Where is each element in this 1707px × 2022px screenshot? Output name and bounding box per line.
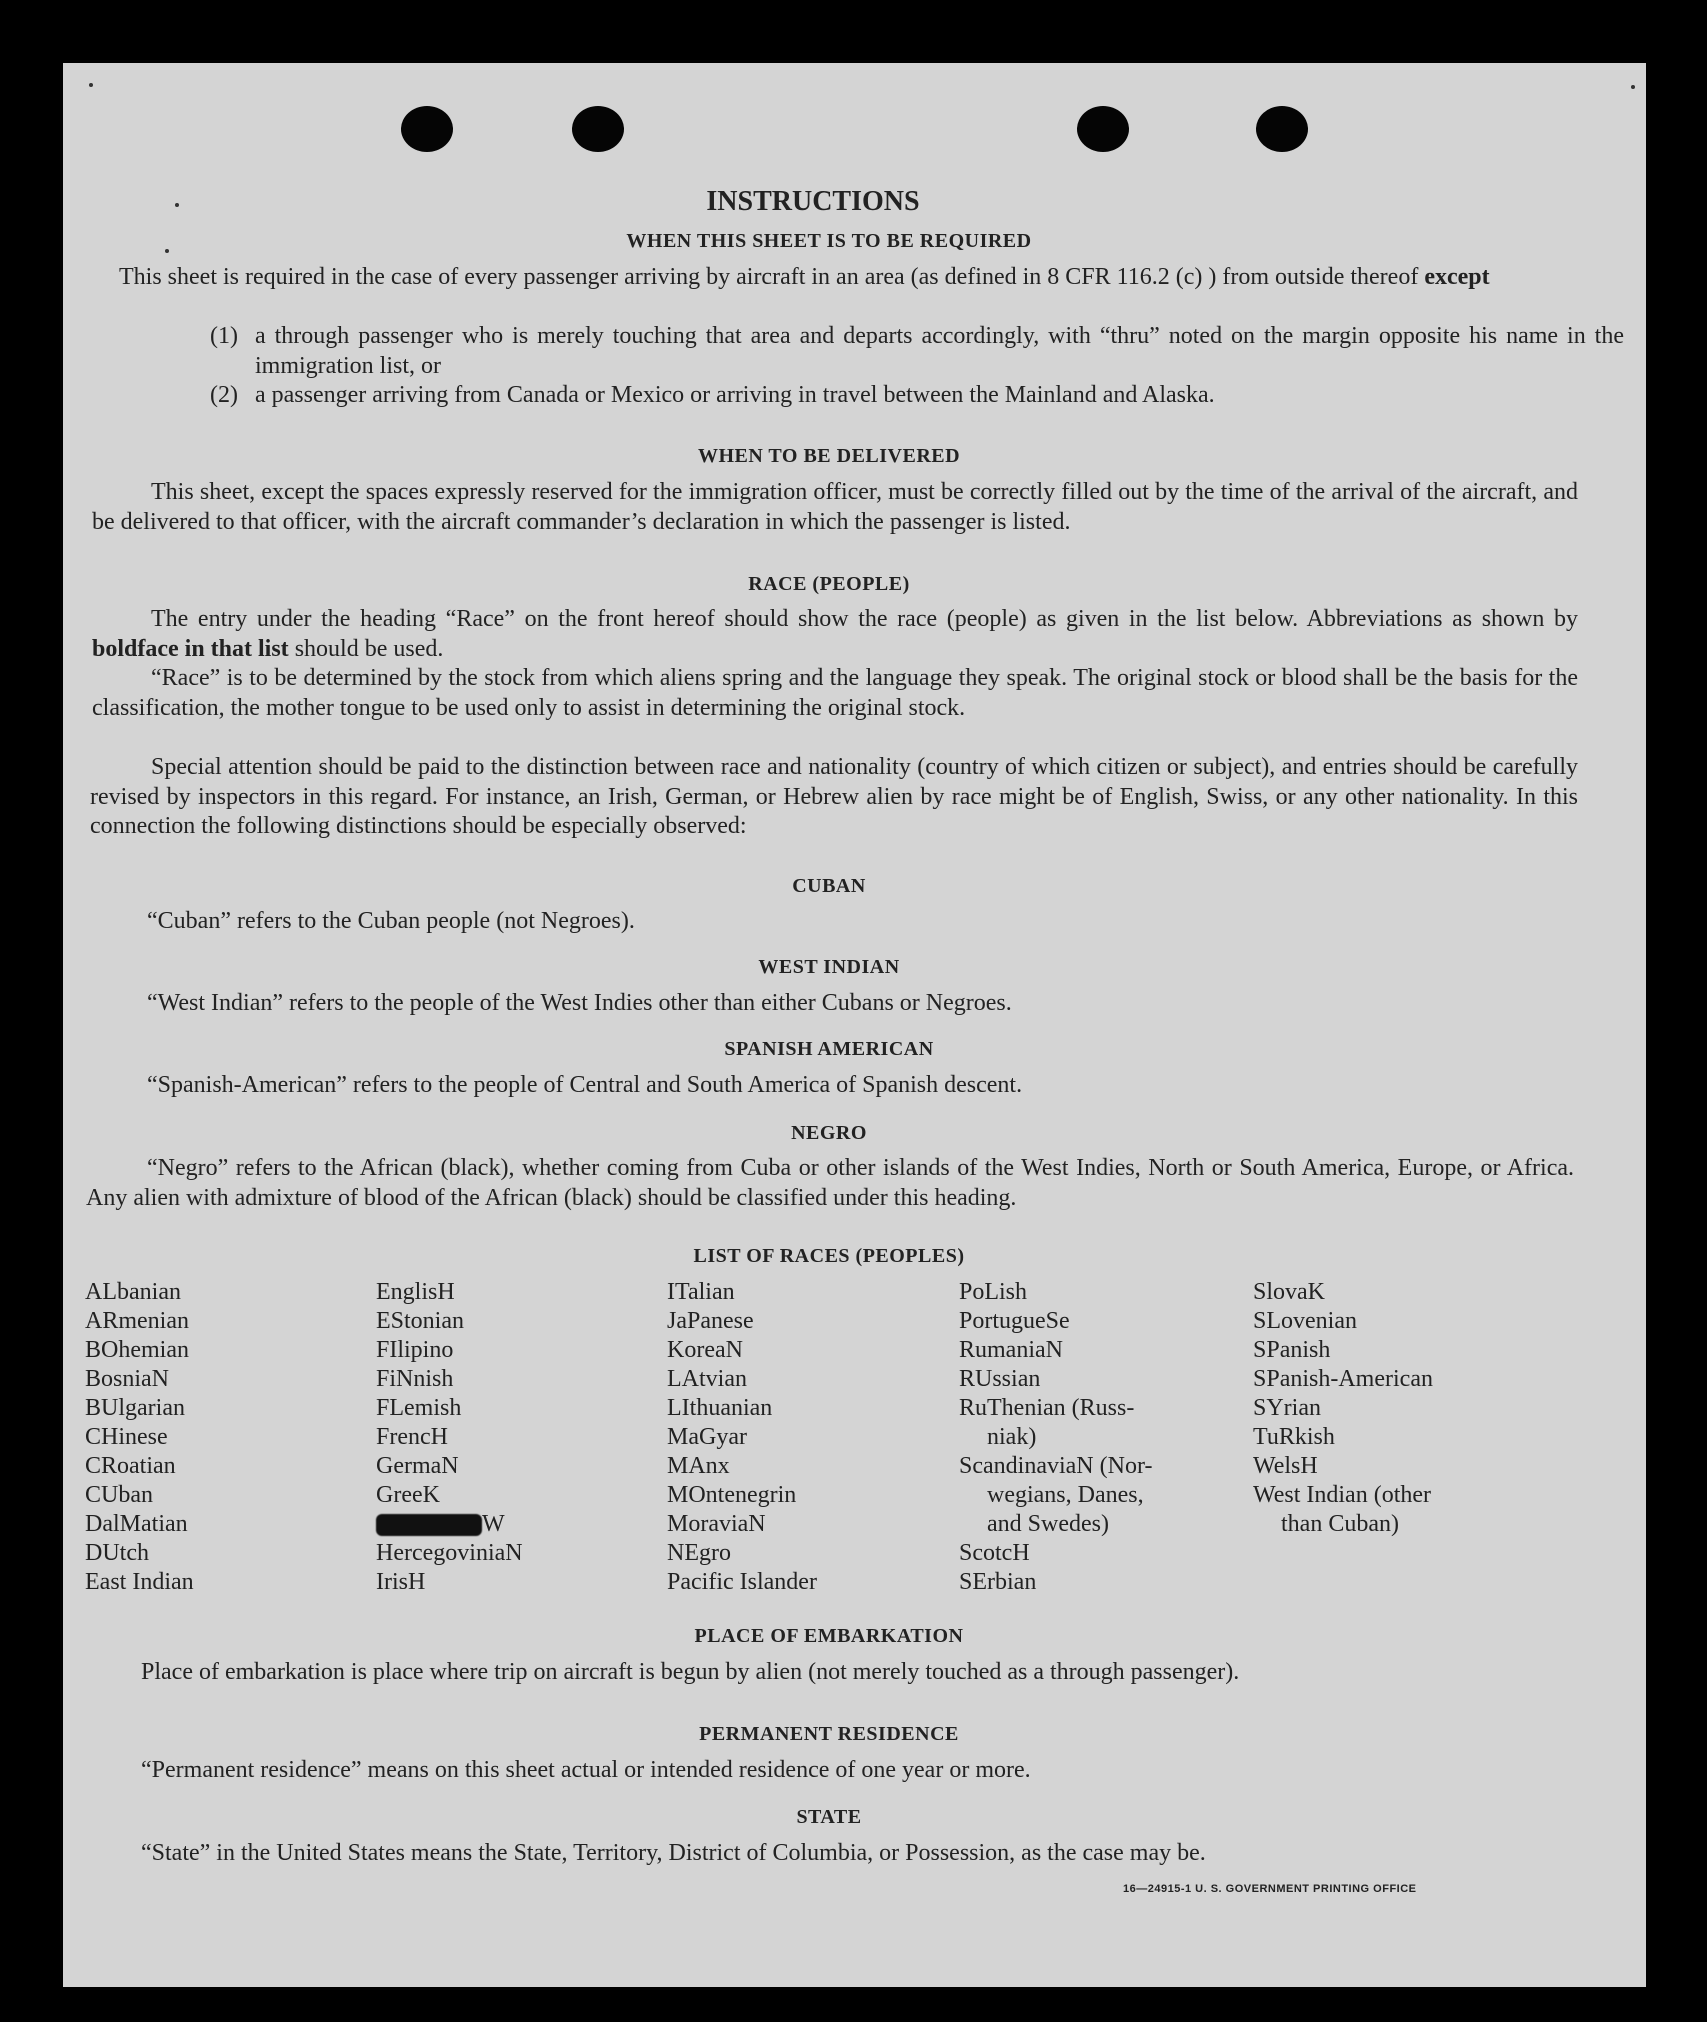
race-item: SlovaK — [1253, 1279, 1325, 1305]
race-item: ALbanian — [85, 1279, 181, 1305]
exception-item-1: (1) a through passenger who is merely touching that area and departs accordingly, with “thru” noted on the margin opposite his name in the immigration list, or — [210, 323, 1624, 379]
race-item: PortugueSe — [959, 1308, 1070, 1334]
section-heading: CUBAN — [792, 875, 866, 897]
cuban-text: “Cuban” refers to the Cuban people (not Negroes). — [147, 908, 635, 934]
race-item: LAtvian — [667, 1366, 747, 1392]
race-paragraph-3: Special attention should be paid to the distinction between race and nationality (country of which citizen or subject), and entries should be carefully revised by inspectors in this regard. For instance, an Irish, German, or Hebrew alien by race might be of English, Swiss, or any other nationality. In this connection the following distinctions should be especially observed: — [90, 754, 1578, 839]
race-item: RUssian — [959, 1366, 1041, 1392]
race-item: MoraviaN — [667, 1511, 766, 1537]
race-item: East Indian — [85, 1569, 194, 1595]
race-item: GermaN — [376, 1453, 459, 1479]
race-item: LIthuanian — [667, 1395, 773, 1421]
race-item: BOhemian — [85, 1337, 189, 1363]
race-column-5 — [1253, 1278, 1513, 1539]
race-item: ScotcH — [959, 1540, 1030, 1566]
race-item-continued: wegians, Danes, — [987, 1482, 1144, 1508]
document-page — [63, 63, 1646, 1987]
section-heading: PLACE OF EMBARKATION — [694, 1625, 964, 1647]
race-item: PoLish — [959, 1279, 1028, 1305]
race-item: SErbian — [959, 1569, 1037, 1595]
race-item: RumaniaN — [959, 1337, 1063, 1363]
race-item: FrencH — [376, 1424, 448, 1450]
race-item: MOntenegrin — [667, 1482, 797, 1508]
race-item: KoreaN — [667, 1337, 743, 1363]
race-item: MaGyar — [667, 1424, 747, 1450]
race-item: TuRkish — [1253, 1424, 1335, 1450]
redaction-mark — [376, 1514, 482, 1536]
west-indian-text: “West Indian” refers to the people of the West Indies other than either Cubans or Negroes. — [147, 990, 1012, 1016]
race-item: CRoatian — [85, 1453, 176, 1479]
section-heading: LIST OF RACES (PEOPLES) — [693, 1245, 965, 1267]
race-item: DalMatian — [85, 1511, 188, 1537]
race-item: CUban — [85, 1482, 153, 1508]
race-item: RuThenian (Russ- — [959, 1395, 1135, 1421]
race-column-1 — [85, 1278, 345, 1597]
race-item: EnglisH — [376, 1279, 455, 1305]
race-item: SPanish — [1253, 1337, 1331, 1363]
section-heading: NEGRO — [791, 1122, 867, 1144]
race-item: DUtch — [85, 1540, 149, 1566]
punch-hole — [1077, 106, 1129, 152]
section-heading: STATE — [796, 1806, 862, 1828]
race-item: ScandinaviaN (Nor- — [959, 1453, 1153, 1479]
race-column-4 — [959, 1278, 1219, 1597]
race-item: BosniaN — [85, 1366, 169, 1392]
race-item: WelsH — [1253, 1453, 1318, 1479]
required-intro: This sheet is required in the case of every passenger arriving by aircraft in an area (as defined in 8 CFR 116.2 (c) ) from outside thereof except — [119, 264, 1490, 290]
race-paragraph-1: The entry under the heading “Race” on the front hereof should show the race (people) as given in the list below. Abbreviations as shown by boldface in that list should be used. — [92, 606, 1578, 662]
negro-text: “Negro” refers to the African (black), whether coming from Cuba or other islands of the West Indies, North or South America, Europe, or Africa. Any alien with admixture of blood of the African (black) should be classified under this heading. — [86, 1155, 1574, 1211]
page-title: INSTRUCTIONS — [706, 186, 920, 217]
race-item: FiNnish — [376, 1366, 454, 1392]
speck — [89, 83, 93, 87]
race-item-continued: niak) — [987, 1424, 1037, 1450]
exception-item-2: (2) a passenger arriving from Canada or Mexico or arriving in travel between the Mainland and Alaska. — [210, 382, 1215, 408]
state-text: “State” in the United States means the State, Territory, District of Columbia, or Possession, as the case may be. — [141, 1840, 1206, 1866]
race-item: SLovenian — [1253, 1308, 1357, 1334]
spanish-american-text: “Spanish-American” refers to the people of Central and South America of Spanish descent. — [147, 1072, 1023, 1098]
race-item: SYrian — [1253, 1395, 1321, 1421]
section-heading: SPANISH AMERICAN — [724, 1038, 934, 1060]
race-item: NEgro — [667, 1540, 731, 1566]
race-item: MAnx — [667, 1453, 730, 1479]
printer-imprint: 16—24915-1 U. S. GOVERNMENT PRINTING OFFICE — [1123, 1883, 1417, 1895]
race-item: ARmenian — [85, 1308, 189, 1334]
race-item: SPanish-American — [1253, 1366, 1433, 1392]
section-heading: PERMANENT RESIDENCE — [699, 1723, 959, 1745]
punch-hole — [401, 106, 453, 152]
race-item: BUlgarian — [85, 1395, 185, 1421]
punch-hole — [572, 106, 624, 152]
section-heading: WHEN THIS SHEET IS TO BE REQUIRED — [626, 230, 1032, 252]
race-item: JaPanese — [667, 1308, 754, 1334]
speck — [1631, 85, 1635, 89]
race-item-redacted: W — [376, 1510, 636, 1539]
race-column-3 — [667, 1278, 927, 1597]
race-item: IrisH — [376, 1569, 426, 1595]
race-item-continued: than Cuban) — [1281, 1511, 1399, 1537]
race-item: ITalian — [667, 1279, 735, 1305]
delivery-text: This sheet, except the spaces expressly reserved for the immigration officer, must be correctly filled out by the time of the arrival of the aircraft, and be delivered to that officer, with the aircraft commander’s declaration in which the passenger is listed. — [92, 479, 1578, 535]
race-item: West Indian (other — [1253, 1482, 1432, 1508]
race-paragraph-2: “Race” is to be determined by the stock from which aliens spring and the language they speak. The original stock or blood shall be the basis for the classification, the mother tongue to be used only to assist in determining the original stock. — [92, 665, 1578, 721]
residence-text: “Permanent residence” means on this sheet actual or intended residence of one year or more. — [141, 1757, 1031, 1783]
embarkation-text: Place of embarkation is place where trip on aircraft is begun by alien (not merely touched as a through passenger). — [141, 1659, 1240, 1685]
race-item: HercegoviniaN — [376, 1540, 523, 1566]
race-item: EStonian — [376, 1308, 464, 1334]
race-item: FLemish — [376, 1395, 462, 1421]
race-item: Pacific Islander — [667, 1569, 817, 1595]
race-item-continued: and Swedes) — [987, 1511, 1109, 1537]
section-heading: WEST INDIAN — [758, 956, 900, 978]
section-heading: RACE (PEOPLE) — [748, 573, 910, 595]
section-heading: WHEN TO BE DELIVERED — [697, 445, 961, 467]
race-item: FIlipino — [376, 1337, 454, 1363]
race-item: CHinese — [85, 1424, 168, 1450]
race-item: GreeK — [376, 1482, 440, 1508]
race-column-2 — [376, 1278, 636, 1597]
punch-hole — [1256, 106, 1308, 152]
